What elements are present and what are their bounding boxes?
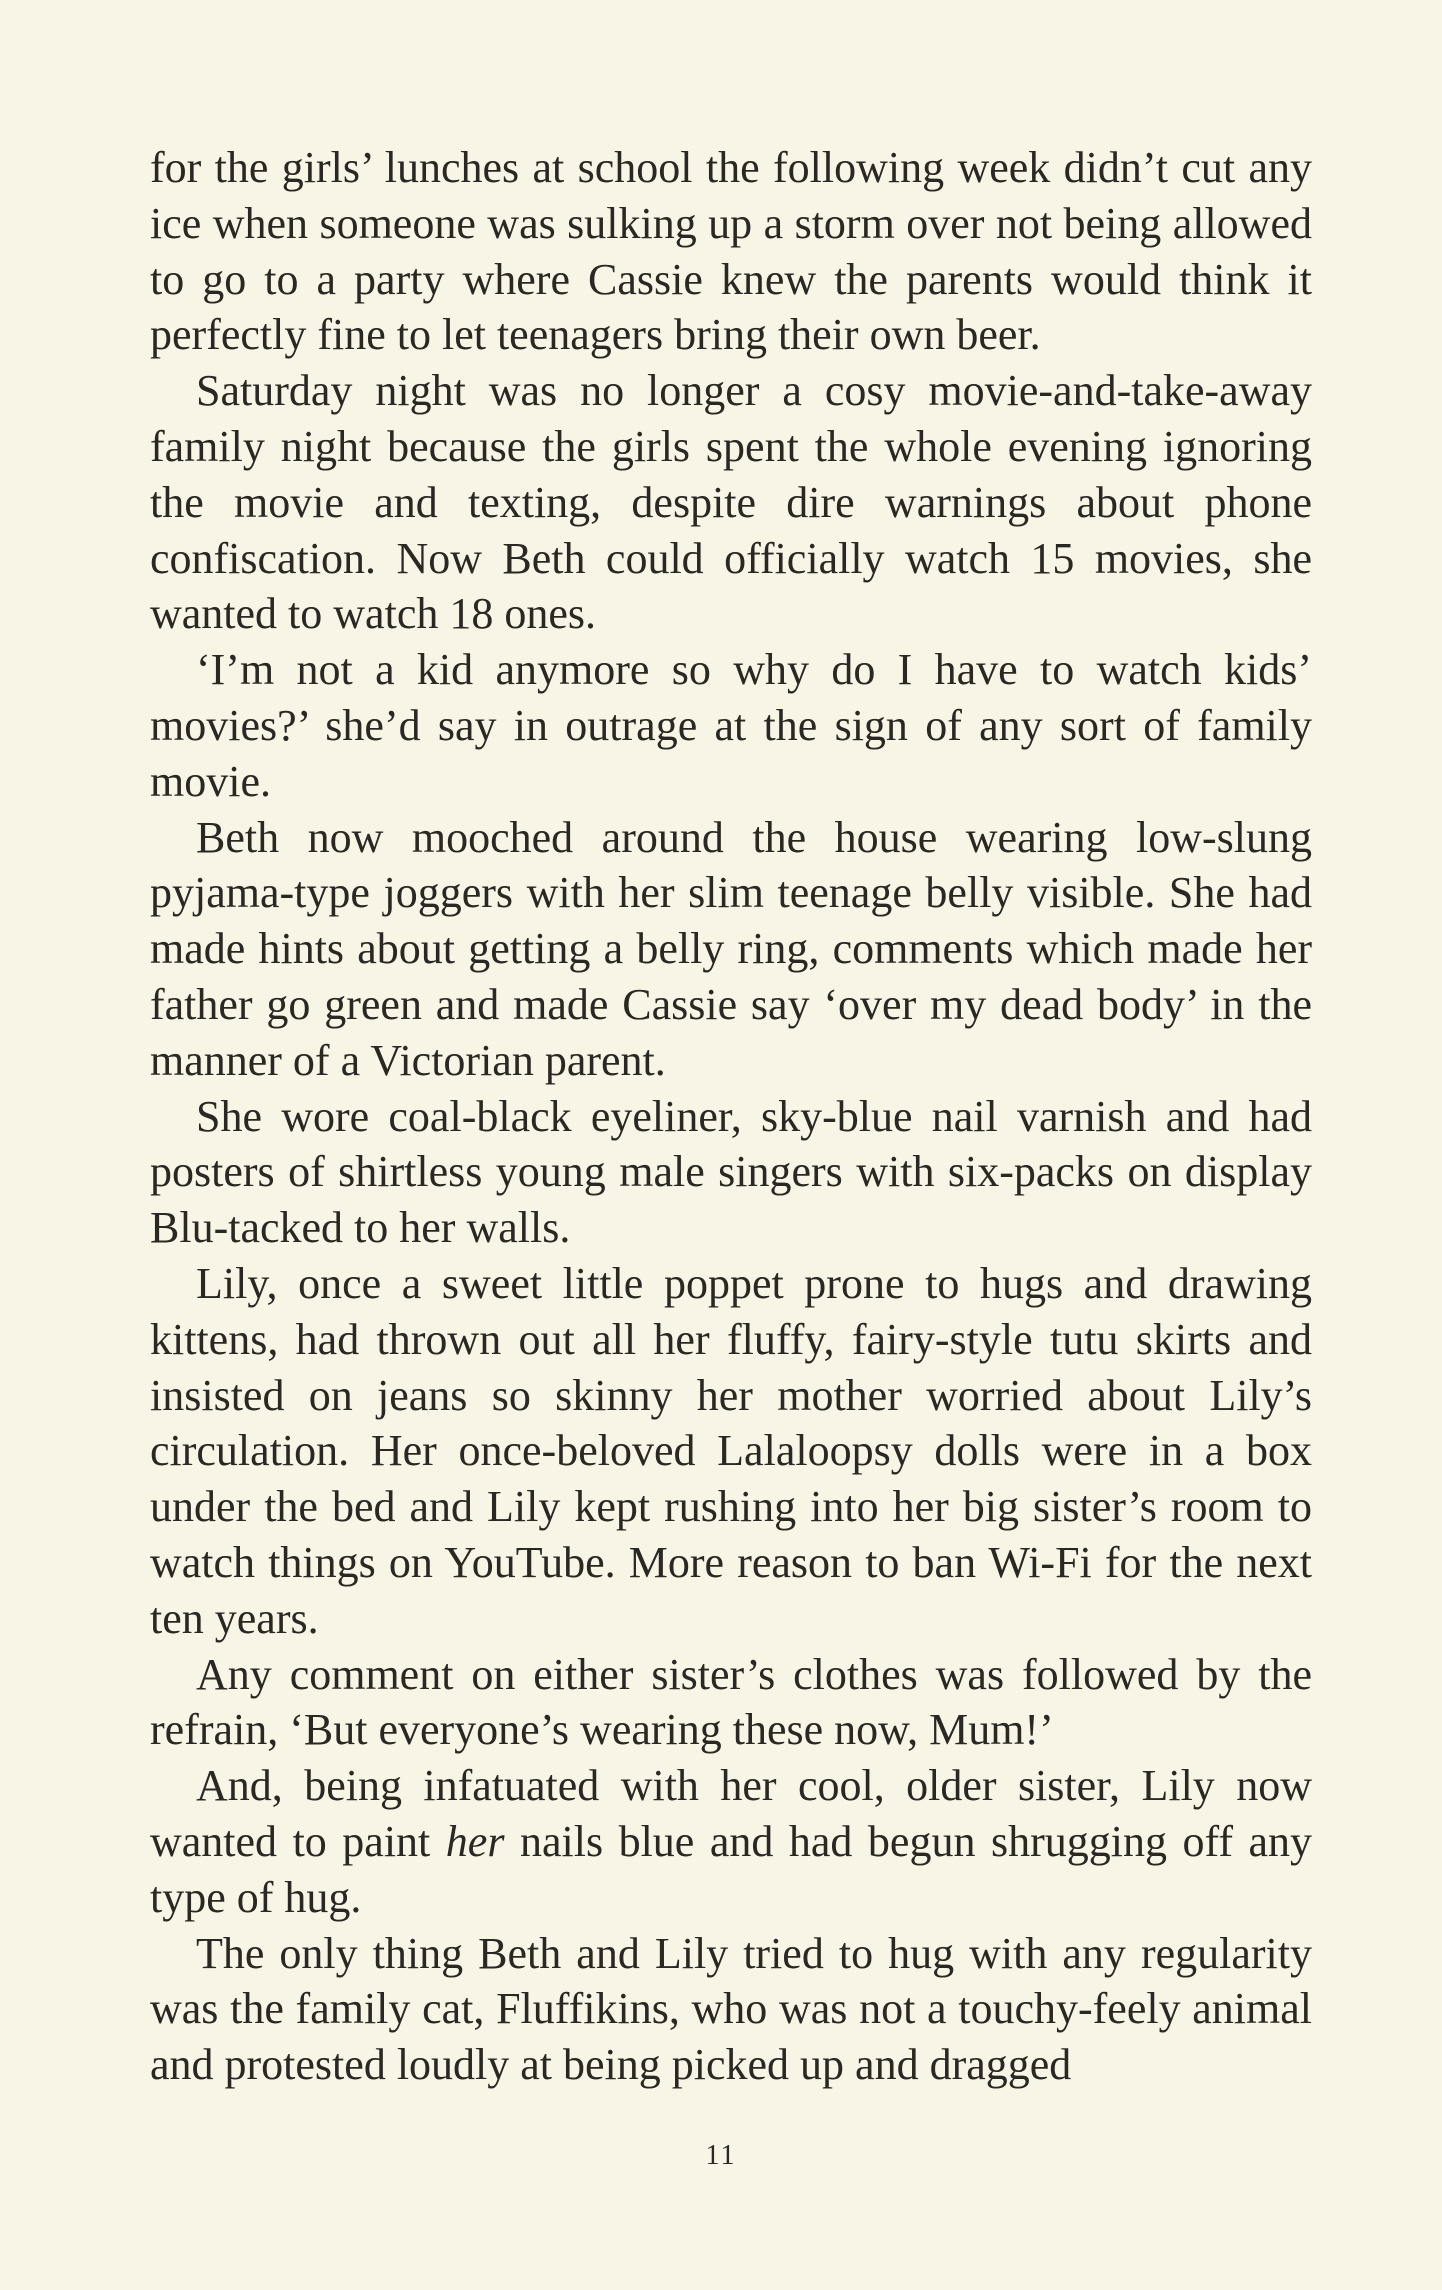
- paragraph: [150, 1758, 1312, 1925]
- paragraph-text: nails blue and had begun shrugging off any type of hug.: [150, 1816, 1313, 1922]
- paragraph: The only thing Beth and Lily tried to hug with any regularity was the family cat, Fluffikins, who was not a touchy-feely animal and protested loudly at being picked up and dragged: [150, 1928, 1312, 2090]
- paragraph: Beth now mooched around the house wearing low-slung pyjama-type joggers with her slim teenage belly visible. She had made hints about getting a belly ring, comments which made her father go green and made Cassie say ‘over my dead body’ in the manner of a Victorian parent.: [150, 812, 1312, 1085]
- paragraph: ‘I’m not a kid anymore so why do I have to watch kids’ movies?’ she’d say in outrage at the sign of any sort of family movie.: [150, 645, 1312, 806]
- paragraph: Any comment on either sister’s clothes was followed by the refrain, ‘But everyone’s wearing these now, Mum!’: [150, 1649, 1312, 1755]
- paragraph-text: And, being infatuated with her cool, older sister, Lily now wanted to paint: [150, 1761, 1312, 1866]
- body-text: [150, 140, 1312, 2093]
- page-number: 11: [705, 2140, 737, 2171]
- paragraph: Lily, once a sweet little poppet prone to hugs and drawing kittens, had thrown out all her fluffy, fairy-style tutu skirts and insisted on jeans so skinny her mother worried about Lily’s circulation. Her once-beloved Lalaloopsy dolls were in a box under the bed and Lily kept rushing into her big sister’s room to watch things on YouTube. More reason to ban Wi-Fi for the next ten years.: [150, 1258, 1312, 1643]
- paragraph: for the girls’ lunches at school the following week didn’t cut any ice when someone was sulking up a storm over not being allowed to go to a party where Cassie knew the parents would think it perfectly fine to let teenagers bring their own beer.: [150, 143, 1312, 360]
- paragraph: Saturday night was no longer a cosy movie-and-take-away family night because the girls spent the whole evening ignoring the movie and texting, despite dire warnings about phone confiscation. Now Beth could officially watch 15 movies, she wanted to watch 18 ones.: [150, 366, 1312, 639]
- emphasized-word: her: [445, 1816, 505, 1866]
- paragraph: She wore coal-black eyeliner, sky-blue nail varnish and had posters of shirtless young male singers with six-packs on display Blu-tacked to her walls.: [150, 1091, 1312, 1253]
